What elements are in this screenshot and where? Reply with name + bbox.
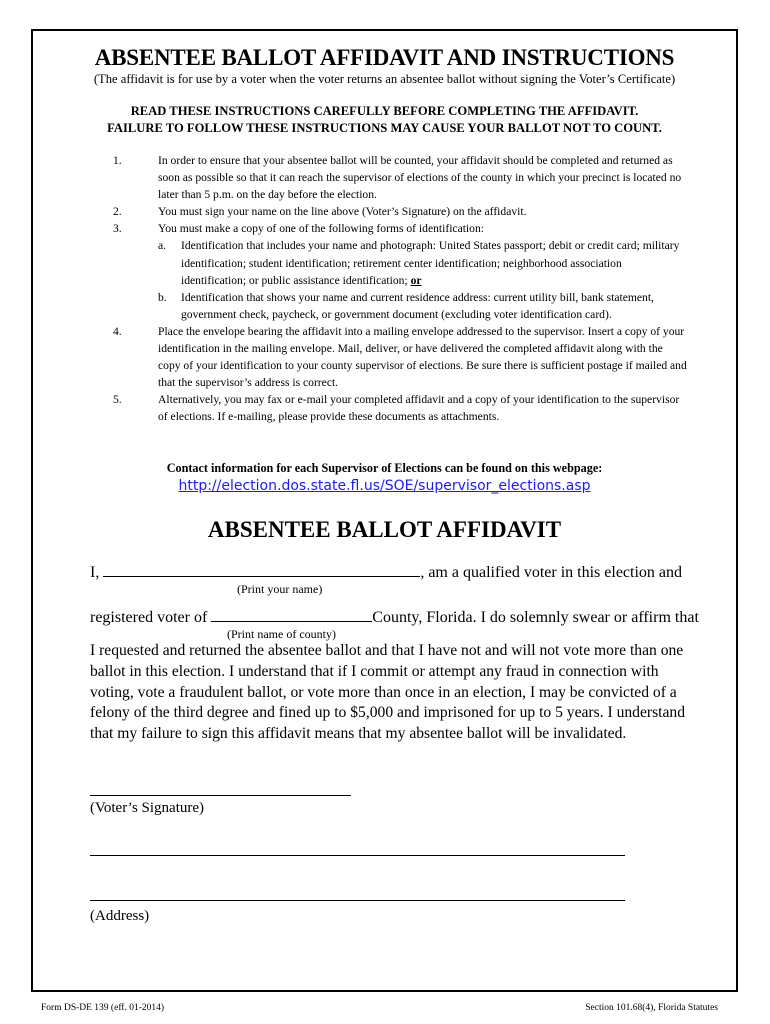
county-field[interactable]: [211, 606, 372, 622]
name-line: [90, 561, 682, 582]
warning-line-1: READ THESE INSTRUCTIONS CAREFULLY BEFORE COMPLETING THE AFFIDAVIT.: [130, 104, 639, 118]
item-number: 5.: [113, 393, 122, 407]
signature-label: (Voter’s Signature): [90, 800, 205, 816]
county-prefix: registered voter of: [90, 609, 208, 626]
contact-info: Contact information for each Supervisor of Elections can be found on this webpage:: [166, 461, 603, 475]
warning-line-2: FAILURE TO FOLLOW THESE INSTRUCTIONS MAY CAUSE YOUR BALLOT NOT TO COUNT.: [107, 121, 662, 135]
signature-line[interactable]: [90, 795, 351, 796]
address-label: (Address): [90, 908, 150, 924]
sub-item-text: Identification that shows your name and current residence address: current utility bill, bank statement, government check, paycheck, or government document (excluding voter identification card).: [181, 290, 654, 321]
sub-item-text: Identification that includes your name and photograph: United States passport; debit or credit card; military identification; student identification; retirement center identification; neighborhood association identification; or public assistance identification;: [181, 239, 680, 287]
affidavit-title: ABSENTEE BALLOT AFFIDAVIT: [207, 517, 562, 542]
list-item: [88, 220, 688, 323]
sub-item: [158, 237, 688, 288]
list-item: [88, 203, 688, 220]
page-title: ABSENTEE BALLOT AFFIDAVIT AND INSTRUCTIONS: [94, 45, 675, 70]
page-subtitle: (The affidavit is for use by a voter when the voter returns an absentee ballot without signing the Voter’s Certificate): [93, 72, 676, 86]
county-suffix: County, Florida. I do solemnly swear or affirm that: [372, 609, 699, 626]
item-number: 2.: [113, 205, 122, 219]
item-text: Alternatively, you may fax or e-mail your completed affidavit and a copy of your identification to the supervisor of elections. If e-mailing, please provide these documents as attachments.: [158, 393, 680, 424]
name-suffix: , am a qualified voter in this election and: [420, 564, 683, 581]
name-field[interactable]: [103, 561, 420, 577]
list-item: [88, 391, 688, 425]
list-item: [88, 152, 688, 203]
list-item: [88, 323, 688, 391]
sub-item: [158, 289, 688, 323]
form-id: Form DS-DE 139 (eff. 01-2014): [41, 1003, 165, 1013]
county-caption: (Print name of county): [227, 627, 336, 641]
item-text: You must make a copy of one of the following forms of identification:: [158, 222, 484, 236]
county-line: [90, 606, 699, 627]
item-text: You must sign your name on the line above (Voter’s Signature) on the affidavit.: [158, 205, 527, 219]
item-text: Place the envelope bearing the affidavit into a mailing envelope addressed to the supervisor. Insert a copy of your identification in the mailing envelope. Mail, deliver, or have delivered the completed affidavit along with the copy of your identification to your county supervisor of elections. Be sure there is sufficient postage if mailed and that the supervisor’s address is correct.: [158, 324, 687, 390]
item-number: 1.: [113, 154, 122, 167]
item-number: 4.: [113, 324, 122, 338]
address-line-1[interactable]: [90, 855, 625, 856]
statute-reference: Section 101.68(4), Florida Statutes: [585, 1003, 718, 1013]
name-prefix: I,: [90, 564, 100, 581]
instructions-list: [88, 152, 688, 426]
name-caption: (Print your name): [237, 582, 323, 596]
supervisor-link[interactable]: [31, 478, 738, 494]
supervisor-link-text[interactable]: http://election.dos.state.fl.us/SOE/supervisor_elections.asp: [178, 478, 591, 494]
item-text: In order to ensure that your absentee ballot will be counted, your affidavit should be completed and returned as soon as possible so that it can reach the supervisor of elections of the county in which your precinct is located no later than 5 p.m. on the day before the election.: [158, 154, 682, 202]
or-emphasis: or: [410, 273, 422, 287]
affidavit-body: I requested and returned the absentee ballot and that I have not and will not vote more than one ballot in this election. I understand that if I commit or attempt any fraud in connection with voting, vote a fraudulent ballot, or vote more than once in an election, I may be convicted of a felony of the third degree and fined up to $5,000 and imprisoned for up to 5 years. I understand that my failure to sign this affidavit means that my absentee ballot will be invalidated.: [90, 642, 686, 743]
sub-item-letter: a.: [158, 239, 167, 253]
item-number: 3.: [113, 222, 122, 236]
warning-block: [31, 103, 738, 137]
address-line-2[interactable]: [90, 900, 625, 901]
sub-item-letter: b.: [158, 290, 167, 304]
